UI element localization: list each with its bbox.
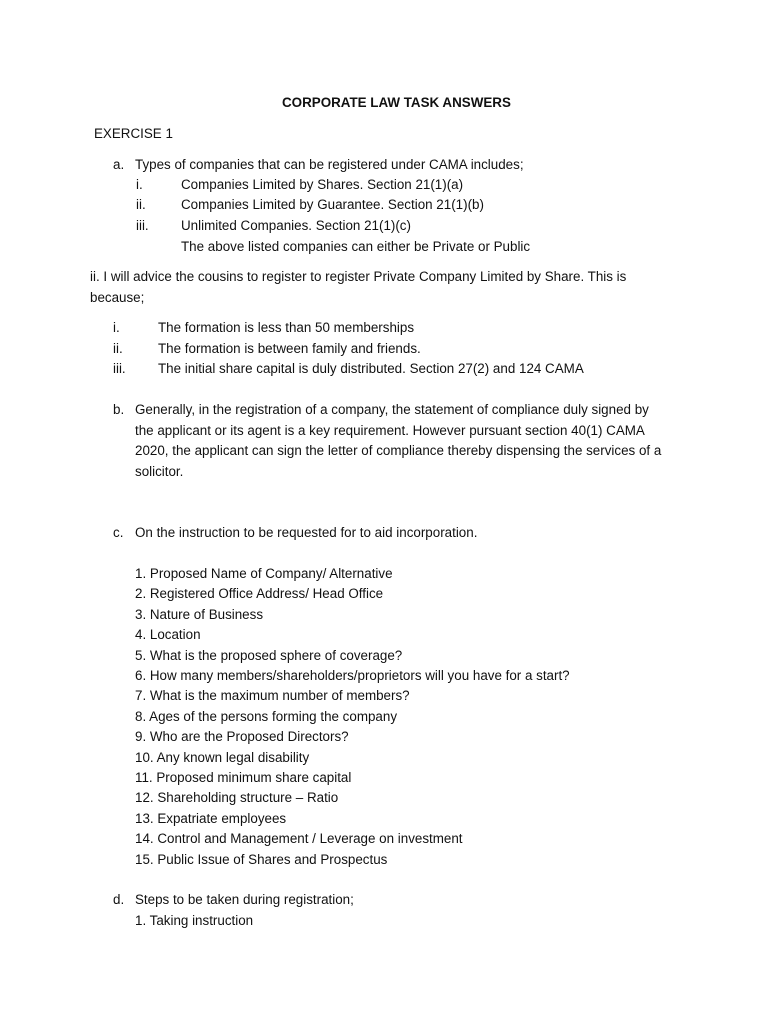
section-c-list-item: 7. What is the maximum number of members? (135, 688, 410, 703)
section-c-list-item: 11. Proposed minimum share capital (135, 770, 352, 785)
section-c-list-item: 14. Control and Management / Leverage on investment (135, 831, 463, 846)
section-d-list-item: 1. Taking instruction (135, 913, 254, 928)
section-a2-item-number: iii. (113, 361, 126, 376)
section-a-item-number: ii. (136, 197, 146, 212)
exercise-heading: EXERCISE 1 (94, 126, 173, 141)
section-a-item-text: Companies Limited by Guarantee. Section 21(1)(b) (181, 197, 484, 212)
section-c-list-item: 12. Shareholding structure – Ratio (135, 790, 339, 805)
section-a-note: The above listed companies can either be Private or Public (181, 239, 531, 254)
section-b-paragraph-line: Generally, in the registration of a company, the statement of compliance duly signed by (135, 402, 649, 417)
section-c-list-item: 10. Any known legal disability (135, 750, 310, 765)
section-a2-item-text: The formation is between family and friends. (158, 341, 421, 356)
section-c-list-item: 1. Proposed Name of Company/ Alternative (135, 566, 393, 581)
section-a-intro: Types of companies that can be registered under CAMA includes; (135, 157, 524, 172)
section-c-list-item: 6. How many members/shareholders/proprietors will you have for a start? (135, 668, 570, 683)
section-d-marker: d. (113, 892, 125, 907)
section-a-item-text: Companies Limited by Shares. Section 21(1)(a) (181, 177, 464, 192)
section-c-marker: c. (113, 525, 124, 540)
section-a-item-number: i. (136, 177, 143, 192)
section-a-item-number: iii. (136, 218, 149, 233)
section-c-list-item: 8. Ages of the persons forming the company (135, 709, 398, 724)
section-b-paragraph-line: solicitor. (135, 464, 184, 479)
section-c-list-item: 13. Expatriate employees (135, 811, 287, 826)
section-b-marker: b. (113, 402, 125, 417)
section-a2-paragraph-line: ii. I will advice the cousins to register to register Private Company Limited by Share. This is (90, 269, 627, 284)
section-c-list-item: 5. What is the proposed sphere of coverage? (135, 648, 403, 663)
section-c-list-item: 9. Who are the Proposed Directors? (135, 729, 349, 744)
section-a-item-text: Unlimited Companies. Section 21(1)(c) (181, 218, 411, 233)
section-b-paragraph-line: 2020, the applicant can sign the letter of compliance thereby dispensing the services of a (135, 443, 662, 458)
section-c-list-item: 15. Public Issue of Shares and Prospectus (135, 852, 388, 867)
section-c-list-item: 4. Location (135, 627, 201, 642)
section-a-marker: a. (113, 157, 125, 172)
section-c-list-item: 3. Nature of Business (135, 607, 264, 622)
section-d-intro: Steps to be taken during registration; (135, 892, 354, 907)
section-c-intro: On the instruction to be requested for to aid incorporation. (135, 525, 478, 540)
section-b-paragraph-line: the applicant or its agent is a key requirement. However pursuant section 40(1) CAMA (135, 423, 645, 438)
section-a2-paragraph-line: because; (90, 290, 145, 305)
section-a2-item-number: i. (113, 320, 120, 335)
section-c-list-item: 2. Registered Office Address/ Head Office (135, 586, 384, 601)
section-a2-item-text: The formation is less than 50 memberships (158, 320, 415, 335)
document-title: CORPORATE LAW TASK ANSWERS (282, 95, 511, 110)
section-a2-item-number: ii. (113, 341, 123, 356)
section-a2-item-text: The initial share capital is duly distributed. Section 27(2) and 124 CAMA (158, 361, 584, 376)
